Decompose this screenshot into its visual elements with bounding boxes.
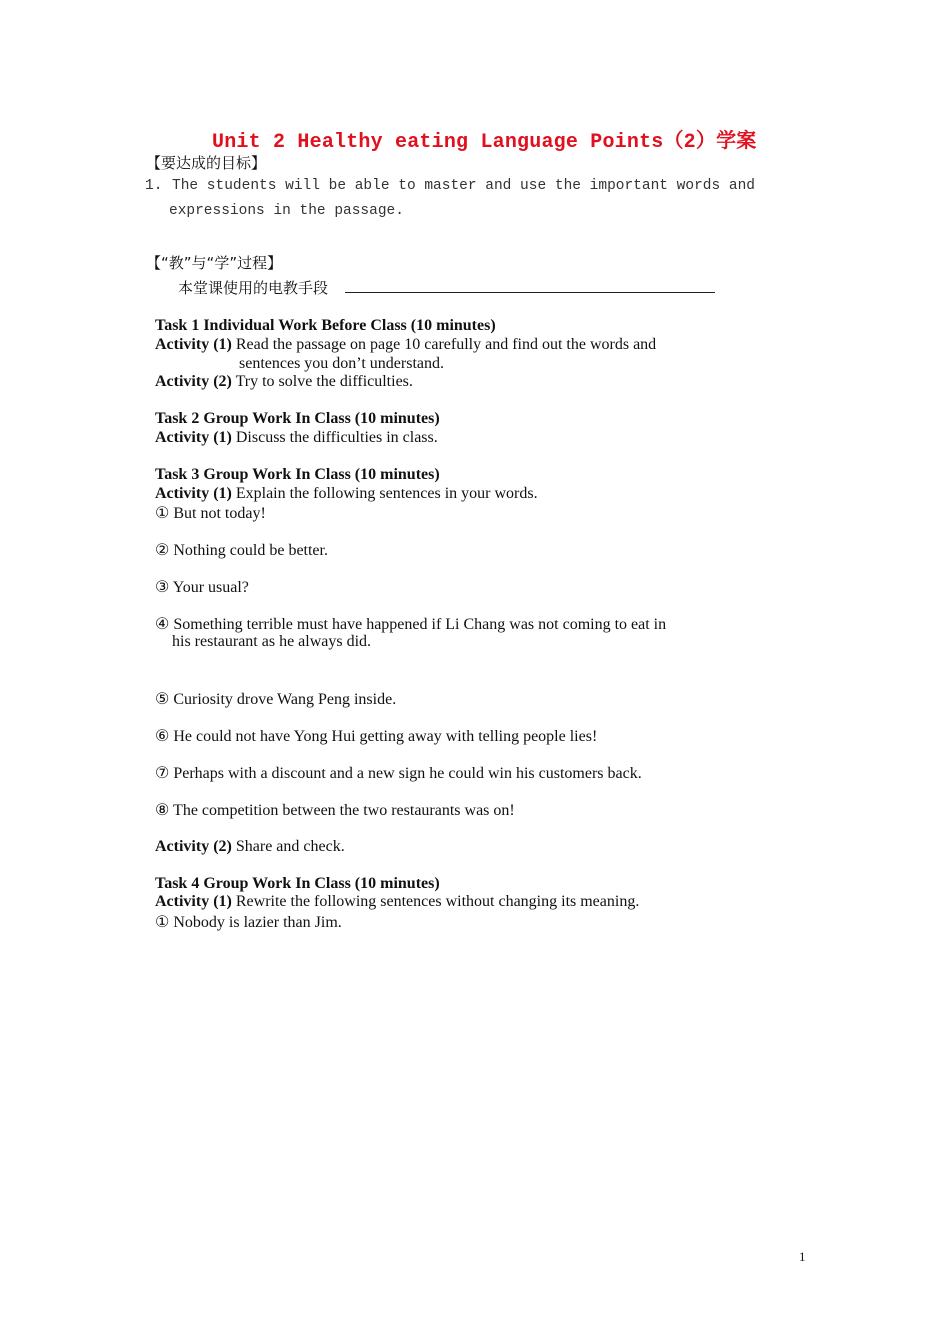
document-title: Unit 2 Healthy eating Language Points（2）学案: [212, 131, 757, 154]
task2-heading: Task 2 Group Work In Class (10 minutes): [155, 410, 440, 427]
task1-heading: Task 1 Individual Work Before Class (10 minutes): [155, 317, 496, 334]
task1-activity1: [155, 336, 656, 354]
sentence-8: ⑧ The competition between the two restaurants was on!: [155, 802, 515, 819]
task4-heading: Task 4 Group Work In Class (10 minutes): [155, 875, 440, 892]
activity-label: Activity (1): [155, 893, 232, 910]
task1-activity1-cont: sentences you don’t understand.: [239, 355, 444, 372]
activity-text: Share and check.: [231, 838, 345, 855]
task1-activity2: [155, 373, 413, 391]
activity-text: Discuss the difficulties in class.: [231, 429, 438, 446]
media-label: 本堂课使用的电教手段: [178, 279, 329, 297]
activity-text: Read the passage on page 10 carefully and find out the words and: [231, 336, 657, 353]
media-fill-line: [345, 292, 715, 293]
task3-heading: Task 3 Group Work In Class (10 minutes): [155, 466, 440, 483]
sentence-7: ⑦ Perhaps with a discount and a new sign he could win his customers back.: [155, 765, 642, 782]
sentence-4: ④ Something terrible must have happened if Li Chang was not coming to eat in: [155, 616, 667, 633]
task4-sentence-1: ① Nobody is lazier than Jim.: [155, 914, 342, 931]
sentence-4-cont: his restaurant as he always did.: [172, 633, 372, 650]
goal-item-line1: The students will be able to master and use the important words and: [172, 178, 755, 194]
activity-label: Activity (2): [155, 373, 232, 390]
activity-label: Activity (1): [155, 336, 232, 353]
sentence-1: ① But not today!: [155, 505, 266, 522]
activity-text: Try to solve the difficulties.: [231, 373, 413, 390]
task3-activity1: [155, 485, 538, 503]
goals-heading: 【要达成的目标】: [146, 154, 267, 172]
goal-item-line2: expressions in the passage.: [169, 203, 404, 219]
activity-text: Explain the following sentences in your words.: [231, 485, 538, 502]
process-heading: 【“教”与“学”过程】: [146, 254, 283, 272]
sentence-2: ② Nothing could be better.: [155, 542, 328, 559]
sentence-5: ⑤ Curiosity drove Wang Peng inside.: [155, 691, 397, 708]
task2-activity1: [155, 429, 438, 447]
sentence-6: ⑥ He could not have Yong Hui getting away with telling people lies!: [155, 728, 598, 745]
activity-label: Activity (1): [155, 485, 232, 502]
activity-label: Activity (1): [155, 429, 232, 446]
goal-item-number: 1.: [145, 178, 163, 194]
page-number: 1: [799, 1249, 806, 1264]
task3-activity2: [155, 838, 345, 856]
sentence-3: ③ Your usual?: [155, 579, 249, 596]
activity-label: Activity (2): [155, 838, 232, 855]
task4-activity1: [155, 893, 639, 911]
activity-text: Rewrite the following sentences without changing its meaning.: [231, 893, 640, 910]
